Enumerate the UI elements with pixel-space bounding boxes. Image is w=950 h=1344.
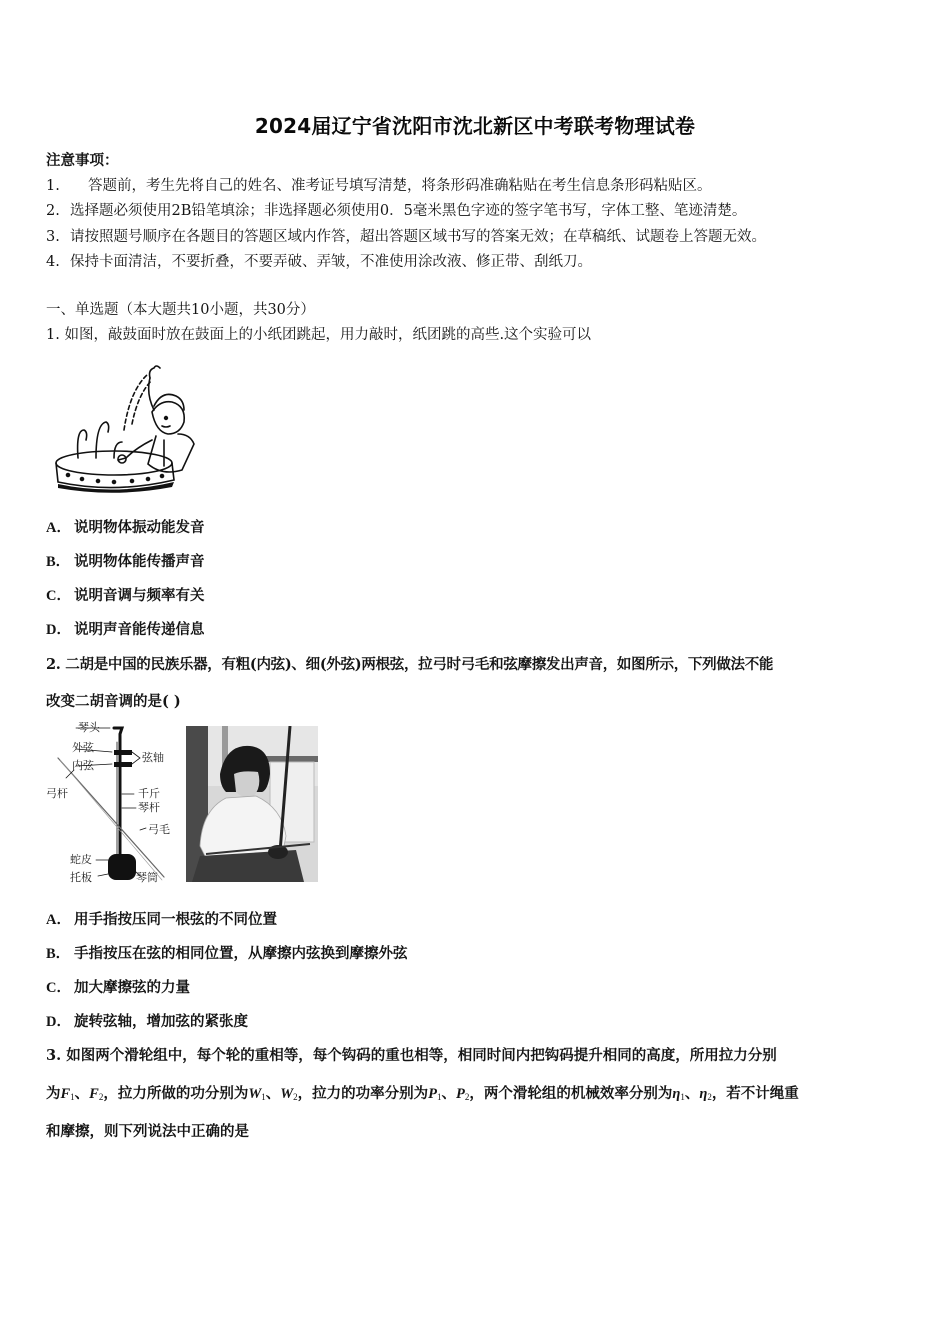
notice-item-3 bbox=[46, 227, 766, 247]
question-3-stem-line-2 bbox=[46, 1084, 799, 1107]
var-subscript: 2 bbox=[464, 1092, 470, 1102]
var-p1 bbox=[428, 1086, 441, 1102]
erhu-label-gongmao: 弓毛 bbox=[148, 823, 170, 836]
var-symbol: W bbox=[280, 1086, 294, 1102]
option-letter: A． bbox=[46, 520, 71, 536]
erhu-label-qintou: 琴头 bbox=[78, 721, 100, 734]
option-letter: D． bbox=[46, 1014, 71, 1030]
var-subscript: 2 bbox=[707, 1092, 712, 1102]
question-1-option-b bbox=[46, 552, 205, 572]
document-title: 2024届辽宁省沈阳市沈北新区中考联考物理试卷 bbox=[254, 114, 696, 138]
question-2-option-a bbox=[46, 910, 277, 930]
erhu-label-neixian: 内弦 bbox=[72, 759, 94, 772]
var-w1 bbox=[248, 1086, 265, 1102]
question-2-option-b bbox=[46, 944, 408, 964]
text-fragment: ，拉力的功率分别为 bbox=[297, 1085, 429, 1102]
var-w2 bbox=[280, 1086, 297, 1102]
option-text: 说明声音能传递信息 bbox=[74, 621, 205, 638]
erhu-label-gonggan: 弓杆 bbox=[46, 787, 68, 800]
erhu-label-qintong: 琴筒 bbox=[136, 871, 158, 884]
notice-item-4 bbox=[46, 252, 592, 272]
question-1-stem bbox=[46, 325, 591, 345]
erhu-label-shepi: 蛇皮 bbox=[70, 853, 92, 866]
var-symbol: P bbox=[456, 1086, 465, 1102]
text-fragment: 、 bbox=[265, 1085, 281, 1102]
notice-item-1 bbox=[46, 176, 712, 196]
var-symbol: F bbox=[89, 1086, 99, 1102]
text-fragment: 、 bbox=[74, 1085, 90, 1102]
question-text: 如图，敲鼓面时放在鼓面上的小纸团跳起，用力敲时，纸团跳的高些.这个实验可以 bbox=[64, 327, 592, 343]
erhu-label-tuoban: 托板 bbox=[70, 871, 92, 884]
question-2-stem-line-2: 改变二胡音调的是( ) bbox=[46, 693, 181, 710]
question-2-option-c bbox=[46, 978, 190, 998]
question-1-option-a bbox=[46, 518, 205, 538]
var-symbol: W bbox=[248, 1086, 262, 1102]
var-symbol: η bbox=[672, 1086, 681, 1102]
option-text: 用手指按压同一根弦的不同位置 bbox=[74, 911, 277, 928]
notice-item-number: 3. bbox=[46, 229, 60, 245]
var-f2 bbox=[89, 1086, 103, 1102]
drum-illustration-icon bbox=[52, 360, 202, 495]
option-letter: D． bbox=[46, 622, 71, 638]
option-letter: C． bbox=[46, 588, 71, 604]
option-text: 说明物体能传播声音 bbox=[74, 553, 205, 570]
var-subscript: 1 bbox=[261, 1092, 266, 1102]
notice-item-number: 1. bbox=[46, 178, 60, 194]
var-eta1 bbox=[672, 1086, 684, 1102]
var-subscript: 2 bbox=[293, 1092, 298, 1102]
option-text: 说明音调与频率有关 bbox=[74, 587, 205, 604]
notice-item-text: 选择题必须使用2B铅笔填涂；非选择题必须使用0．5毫米黑色字迹的签字笔书写，字体工整、笔迹清楚。 bbox=[70, 203, 747, 219]
erhu-label-waixian: 外弦 bbox=[72, 741, 94, 754]
question-number: 2. bbox=[46, 656, 61, 673]
question-1-option-c bbox=[46, 586, 205, 606]
notice-item-text: 请按照题号顺序在各题目的答题区域内作答，超出答题区域书写的答案无效；在草稿纸、试题卷上答题无效。 bbox=[70, 229, 766, 245]
option-text: 说明物体振动能发音 bbox=[74, 519, 205, 536]
erhu-label-xianzhou: 弦轴 bbox=[142, 751, 164, 764]
notice-item-number: 2. bbox=[46, 203, 60, 219]
notice-item-number: 4. bbox=[46, 254, 60, 270]
erhu-label-qingan: 琴杆 bbox=[138, 801, 160, 814]
question-3-stem-line-1 bbox=[46, 1046, 777, 1066]
var-subscript: 1 bbox=[437, 1092, 442, 1102]
question-text: 如图两个滑轮组中，每个轮的重相等，每个钩码的重也相等，相同时间内把钩码提升相同的高度，所用拉力分别 bbox=[66, 1047, 777, 1064]
erhu-player-photo-icon bbox=[186, 726, 318, 882]
question-text: 二胡是中国的民族乐器，有粗(内弦)、细(外弦)两根弦，拉弓时弓毛和弦摩擦发出声音，如图所示，下列做法不能 bbox=[65, 656, 774, 673]
question-2-stem-line-1 bbox=[46, 655, 773, 675]
text-fragment: ，若不计绳重 bbox=[711, 1085, 799, 1102]
text-fragment: ，拉力所做的功分别为 bbox=[103, 1085, 249, 1102]
var-symbol: F bbox=[60, 1086, 71, 1102]
var-f1 bbox=[61, 1086, 75, 1102]
text-fragment: 、 bbox=[441, 1085, 457, 1102]
question-number: 1. bbox=[46, 327, 60, 343]
question-1-option-d bbox=[46, 620, 205, 640]
text-fragment: 、 bbox=[684, 1085, 700, 1102]
var-symbol: η bbox=[699, 1086, 708, 1102]
notice-heading: 注意事项： bbox=[46, 152, 119, 169]
notice-item-2 bbox=[46, 201, 746, 221]
erhu-label-qianjin: 千斤 bbox=[138, 787, 160, 800]
option-letter: C． bbox=[46, 980, 71, 996]
notice-item-text: 保持卡面清洁，不要折叠，不要弄破、弄皱，不准使用涂改液、修正带、刮纸刀。 bbox=[70, 254, 592, 270]
question-2-option-d bbox=[46, 1012, 248, 1032]
var-eta2 bbox=[699, 1086, 711, 1102]
var-subscript: 1 bbox=[70, 1092, 75, 1102]
option-text: 旋转弦轴，增加弦的紧张度 bbox=[74, 1013, 248, 1030]
notice-item-text: 答题前，考生先将自己的姓名、准考证号填写清楚，将条形码准确粘贴在考生信息条形码粘贴区。 bbox=[88, 178, 712, 194]
var-p2 bbox=[456, 1086, 469, 1102]
option-letter: B． bbox=[46, 946, 71, 962]
option-letter: A． bbox=[46, 912, 71, 928]
option-text: 手指按压在弦的相同位置，从摩擦内弦换到摩擦外弦 bbox=[74, 945, 408, 962]
option-text: 加大摩擦弦的力量 bbox=[74, 979, 190, 996]
var-subscript: 1 bbox=[680, 1092, 685, 1102]
text-fragment: 为 bbox=[46, 1085, 61, 1102]
erhu-player-photo bbox=[186, 726, 318, 882]
var-symbol: P bbox=[428, 1086, 438, 1102]
option-letter: B． bbox=[46, 554, 71, 570]
var-subscript: 2 bbox=[98, 1092, 104, 1102]
question-3-stem-line-3: 和摩擦，则下列说法中正确的是 bbox=[46, 1123, 249, 1140]
question-number: 3. bbox=[46, 1047, 62, 1064]
text-fragment: ，两个滑轮组的机械效率分别为 bbox=[469, 1085, 673, 1102]
section-heading: 一、单选题（本大题共10小题，共30分） bbox=[46, 302, 315, 318]
erhu-diagram bbox=[44, 722, 174, 887]
drum-figure bbox=[52, 360, 202, 495]
